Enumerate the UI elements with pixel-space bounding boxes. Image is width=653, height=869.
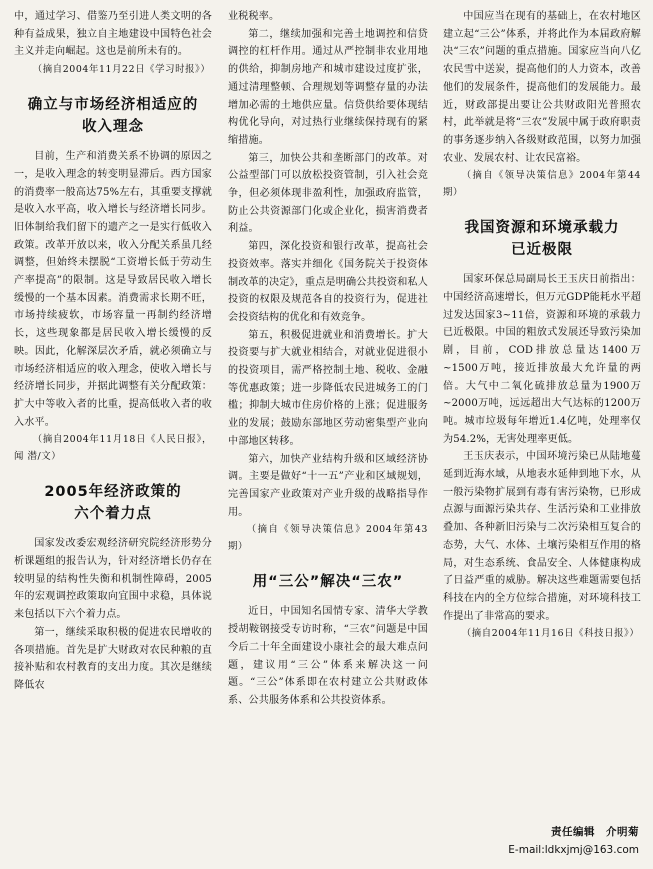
article-paragraph: 第二，继续加强和完善土地调控和信贷调控的杠杆作用。通过从严控制非农业用地的供给，抑制房地产和城市建设过度扩张，通过清理整顿、合理规划等调整存量的办法增加必需的土地供应量。信贷供给要体现结构优化导向，对过热行业继续保持现有的紧缩措施。 [228, 28, 428, 146]
continued-paragraph: 中国应当在现有的基础上，在农村地区建立起“三公”体系，并将此作为本届政府解决“三农”问题的重点措施。国家应当向八亿农民雪中送炭，提高他们的人力资本，改善他们的发展条件，提高他们的发展能力。最近，财政部提出要让公共财政阳光普照农村，此举就是将“三农”发展中属于政府职责的事务逐步纳入各级财政范围，以努力加强农业、发展农村、让农民富裕。 [443, 11, 641, 164]
article-paragraph: 第一，继续采取积极的促进农民增收的各项措施。首先是扩大财政对农民种粮的直接补贴和农村教育的支出力度。其次是继续降低农 [14, 626, 212, 691]
article-paragraph: 近日，中国知名国情专家、清华大学教授胡鞍钢接受专访时称，“三农”问题是中国今后二十年全面建设小康社会的最大难点问题，建议用“三公”体系来解决这一问题。“三公”体系即在农村建立公共财政体系、公共服务体系和公共投资体系。 [228, 606, 428, 706]
article-title-income-concept [14, 94, 212, 138]
article-paragraph: 国家环保总局副局长王玉庆日前指出：中国经济高速增长，但万元GDP能耗水平超过发达国家3~11倍，资源和环境的承载力已近极限。中国的粗放式发展还导致污染加剧，目前，COD排放总量达1400万~1500万吨，接近排放最大允许量的两倍。大气中二氧化硫排放总量为1900万~2000万吨，远远超出大气达标的1200万吨。城市垃圾每年增近1.4亿吨，处理率仅为54.2%，无害处理率更低。 [443, 274, 641, 445]
column-right [443, 8, 641, 642]
article-paragraph: 目前，生产和消费关系不协调的原因之一，是收入理念的转变明显滞后。西方国家的消费率一般高达75%左右，其重要支撑就是收入水平高，收入增长与经济增长同步。旧体制给我们留下的遗产之一是实行低收入政策。改革开放以来，收入分配关系虽几经调整，但始终未摆脱“工资增长低于劳动生产率提高”的限制。这是导致居民收入增长缓慢的一个基本因素。消费需求长期不旺，市场持续疲软，市场容量一再制约经济增长，这些现象都是居民收入增长缓慢的反映。因此，化解深层次矛盾，就必须确立与市场经济相适应的收入理念，使收入增长与经济增长同步，并据此调整有关分配政策：扩大中等收入者的比重，提高低收入者的收入水平。 [14, 151, 212, 428]
source-citation: （摘自2004年11月18日《人民日报》，闻 潜/文） [14, 434, 212, 463]
source-citation: （摘自《领导决策信息》2004年第44期） [443, 170, 641, 199]
title-line-1: 用“三公”解决“三农” [252, 574, 404, 591]
column-middle [228, 8, 428, 710]
source-citation: （摘自2004年11月16日《科技日报》） [461, 628, 640, 640]
continued-paragraph: 中，通过学习、借鉴乃至引进人类文明的各种有益成果，独立自主地建设中国特色社会主义并走向崛起。这也是前所未有的。 [14, 11, 212, 58]
title-line-2: 收入理念 [82, 119, 144, 136]
editor-email: E-mail:ldkxjmj@163.com [508, 844, 639, 856]
source-citation: （摘自《领导决策信息》2004年第43期） [228, 524, 428, 553]
article-paragraph: 第三，加快公共和垄断部门的改革。对公益型部门可以放松投资管制，引入社会竞争，但必须体现非盈利性，加强政府监管，防止公共资源部门化或企业化，损害消费者利益。 [228, 152, 428, 235]
title-line-1: 我国资源和环境承载力 [464, 220, 620, 237]
page-footer [469, 823, 639, 859]
article-paragraph: 王玉庆表示，中国环境污染已从陆地蔓延到近海水域，从地表水延伸到地下水，从一般污染物扩展到有毒有害污染物，已形成点源与面源污染共存、生活污染和工业排放叠加、各种新旧污染与二次污染相互复合的态势，大气、水体、土壤污染相互作用的格局，对生态系统、食品安全、人体健康构成了日益严重的威胁。解决这些难题需要包括科技在内的全方位综合措施，对环境科技工作提出了非常高的要求。 [443, 451, 641, 622]
article-title-economic-policy [14, 481, 212, 525]
article-title-three-public [228, 571, 428, 593]
article-paragraph: 第四，深化投资和银行改革，提高社会投资效率。落实并细化《国务院关于投资体制改革的决定》，重点是明确公共投资和私人投资的权限及规范各自的投资行为，促进社会投资结构的优化和有效竞争。 [228, 241, 428, 323]
article-title-resources-environment [443, 217, 641, 261]
title-line-1: 确立与市场经济相适应的 [27, 97, 199, 114]
continued-paragraph: 业税税率。 [228, 11, 280, 22]
title-line-2: 六个着力点 [74, 506, 152, 523]
title-line-1: 2005年经济政策的 [44, 484, 182, 501]
column-left [14, 8, 212, 695]
article-paragraph: 国家发改委宏观经济研究院经济形势分析课题组的报告认为，针对经济增长仍存在较明显的结构性失衡和机制性障碍，2005年的宏观调控政策取向宜围中求稳，具体说来包括以下六个着力点。 [14, 538, 212, 621]
article-paragraph: 第五，积极促进就业和消费增长。扩大投资要与扩大就业相结合，对就业促进很小的投资项目，需严格控制土地、税收、金融等优惠政策；进一步降低农民进城务工的门槛；抑制大城市住房价格的上涨；促进服务业的发展；鼓励东部地区劳动密集型产业向中部地区转移。 [228, 329, 428, 447]
editor-credit: 责任编辑 介明菊 [551, 826, 639, 838]
title-line-2: 已近极限 [511, 242, 573, 259]
article-paragraph: 第六，加快产业结构升级和区域经济协调。主要是做好“十一五”产业和区域规划，完善国家产业政策对产业升级的战略指导作用。 [228, 453, 428, 518]
source-citation: （摘自2004年11月22日《学习时报》） [32, 64, 211, 76]
